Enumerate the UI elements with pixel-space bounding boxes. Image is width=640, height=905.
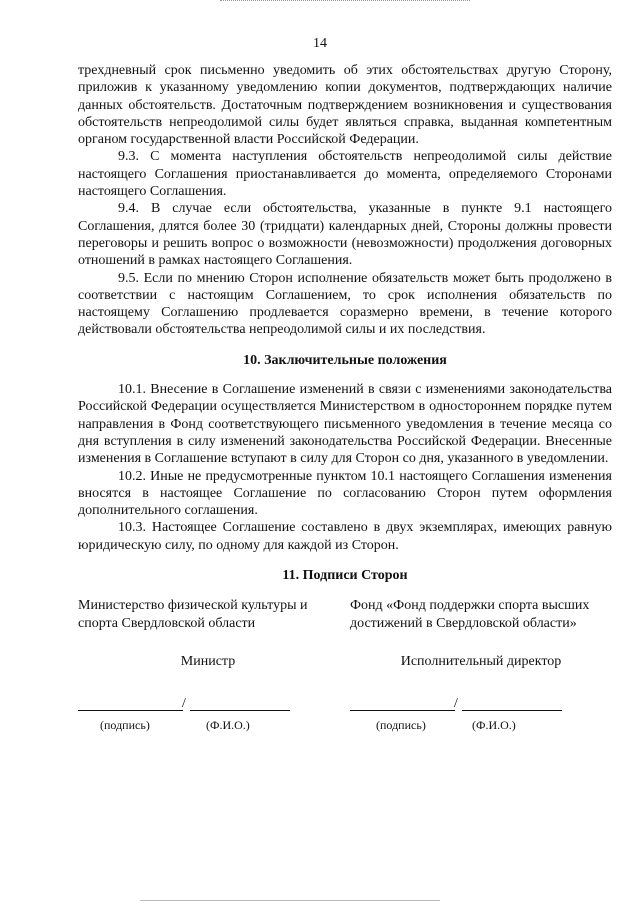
name-blank: [190, 710, 290, 711]
caption-full-name: (Ф.И.О.): [472, 717, 516, 732]
caption-signature: (подпись): [100, 717, 150, 732]
bottom-scan-rule: [140, 900, 440, 901]
paragraph-10-1: 10.1. Внесение в Соглашение изменений в связи с изменениями законодательства Российской Федерации осуществляется Министерством в одностороннем порядке путем направления в Фонд соответствующего письменного уведомления в течение месяца со дня вступления в силу изменений законодательства Российской Федерации. Внесенные изменения в Соглашение вступают в силу для Сторон со дня, указанного в уведомлении.: [78, 382, 612, 467]
signature-column-fund: [350, 597, 612, 732]
signature-slash: /: [182, 695, 186, 711]
signature-line-fund: [350, 697, 612, 717]
name-blank: [462, 710, 562, 711]
signature-block: [78, 597, 612, 732]
party-name-fund: Фонд «Фонд поддержки спорта высших достижений в Свердловской области»: [350, 598, 590, 632]
signature-blank: [78, 710, 183, 711]
paragraph-10-3: 10.3. Настоящее Соглашение составлено в двух экземплярах, имеющих равную юридическую силу, по одному для каждой из Сторон.: [78, 520, 612, 553]
document-body: [78, 62, 612, 733]
signature-captions-ministry: [78, 717, 338, 733]
section-10-heading: 10. Заключительные положения: [243, 352, 447, 368]
paragraph-9-4: 9.4. В случае если обстоятельства, указанные в пункте 9.1 настоящего Соглашения, длятся более 30 (тридцати) календарных дней, Стороны должны провести переговоры и решить вопрос о возможности (невозможности) продолжения договорных отношений в рамках настоящего Соглашения.: [78, 201, 612, 269]
signature-slash: /: [454, 695, 458, 711]
signatory-role-fund: Исполнительный директор: [400, 654, 562, 670]
page-number: 14: [313, 36, 327, 51]
caption-full-name: (Ф.И.О.): [206, 717, 250, 732]
caption-signature: (подпись): [376, 717, 426, 732]
signature-line-ministry: [78, 697, 338, 717]
section-11-heading: 11. Подписи Сторон: [282, 568, 408, 584]
signature-column-ministry: [78, 597, 338, 732]
top-scan-rule: [220, 0, 470, 4]
paragraph-10-2: 10.2. Иные не предусмотренные пунктом 10.1 настоящего Соглашения изменения вносятся в настоящее Соглашение по согласованию Сторон путем оформления дополнительного соглашения.: [78, 468, 612, 519]
party-name-ministry: Министерство физической культуры и спорта Свердловской области: [78, 598, 308, 632]
signatory-role-ministry: Министр: [180, 654, 236, 670]
paragraph-9-2-continuation: трехдневный срок письменно уведомить об этих обстоятельствах другую Сторону, приложив к указанному уведомлению копии документов, подтверждающих наличие данных обстоятельств. Достаточным подтверждением возникновения и существования обстоятельств непреодолимой силы будет являться справка, выданная компетентным органом государственной власти Российской Федерации.: [78, 63, 612, 148]
paragraph-9-3: 9.3. С момента наступления обстоятельств непреодолимой силы действие настоящего Соглашения приостанавливается до момента, определяемого Сторонами настоящего Соглашения.: [78, 149, 612, 200]
paragraph-9-5: 9.5. Если по мнению Сторон исполнение обязательств может быть продолжено в соответствии с настоящим Соглашением, то срок исполнения обязательств по настоящему Соглашению продлевается соразмерно времени, в течение которого действовали обстоятельства непреодолимой силы и их последствия.: [78, 270, 612, 338]
signature-blank: [350, 710, 455, 711]
signature-captions-fund: [350, 717, 612, 733]
